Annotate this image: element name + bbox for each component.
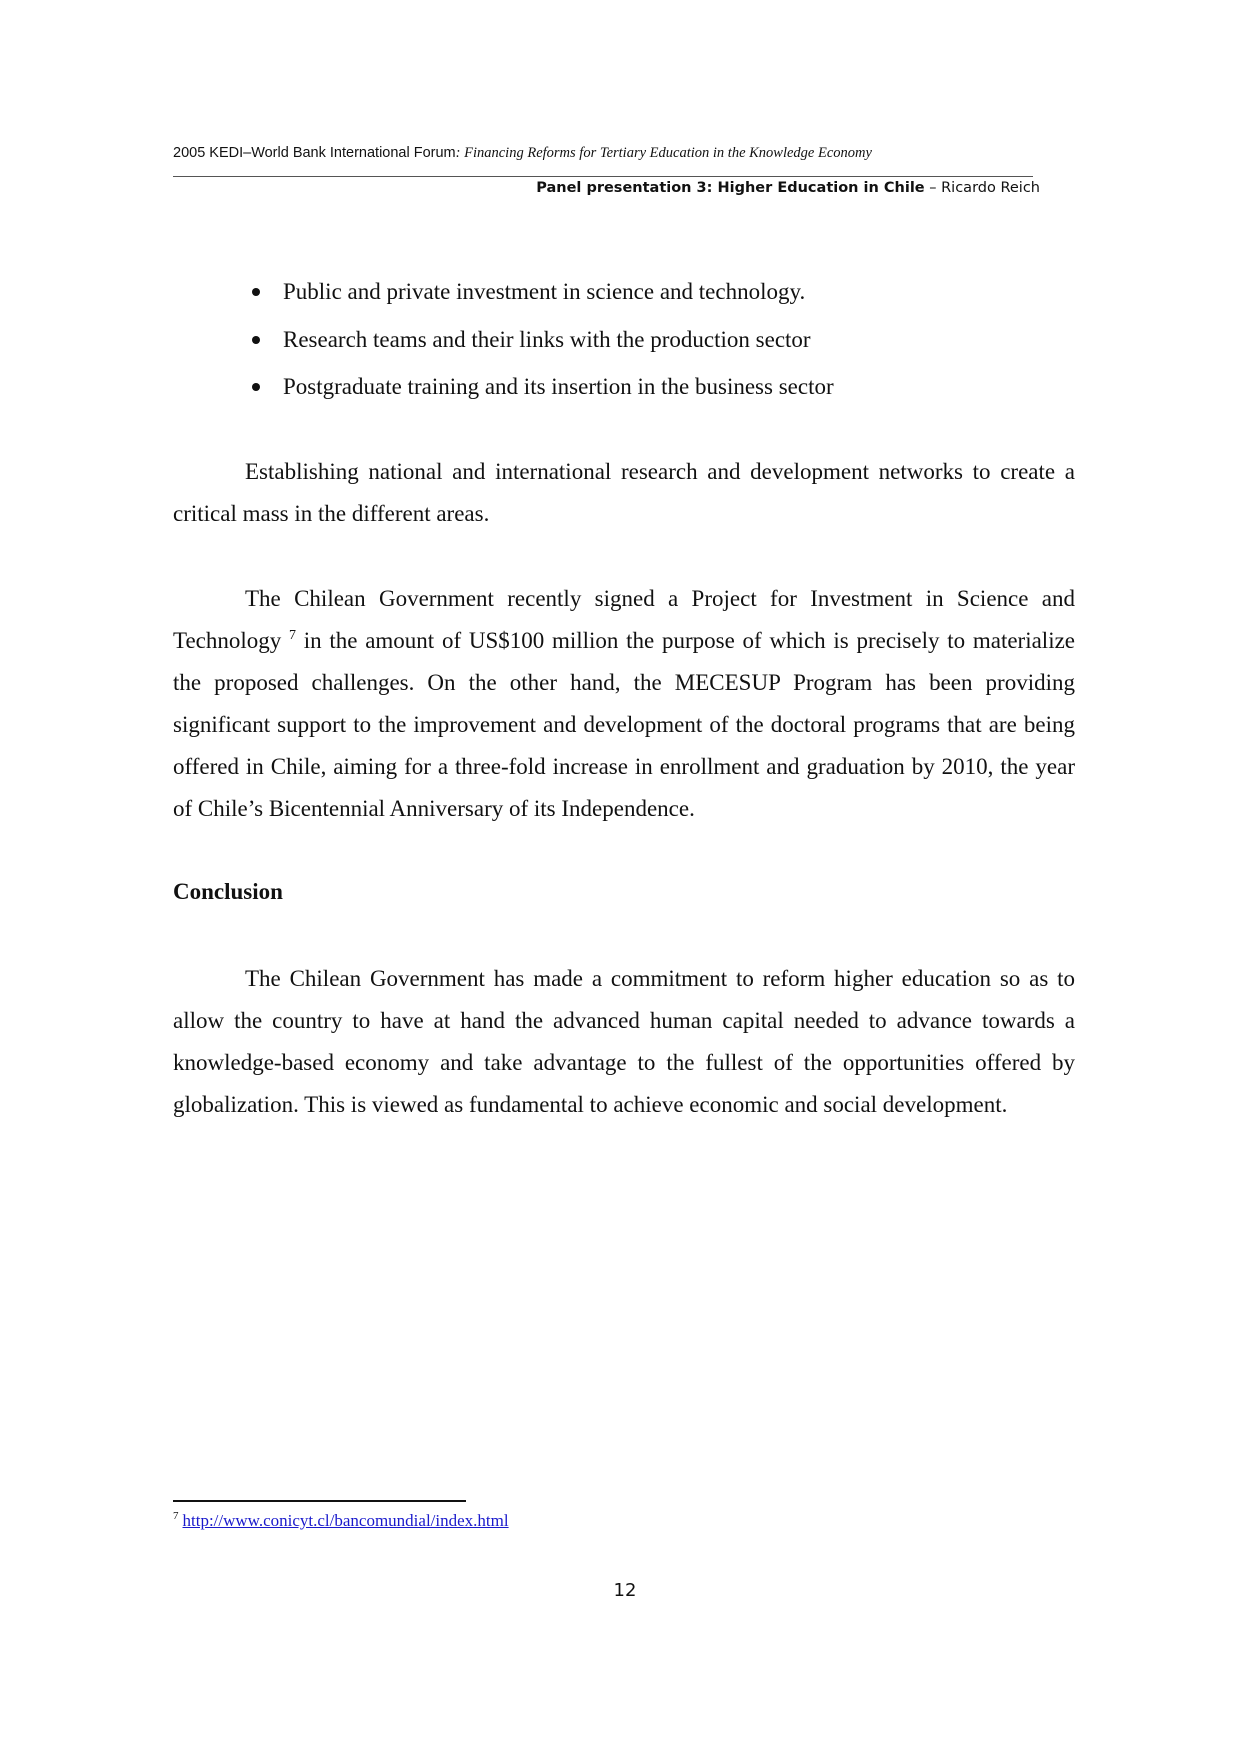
bullet-text: Public and private investment in science and technology. (283, 279, 806, 304)
paragraph-text: The Chilean Government recently signed a Project for Investment in Science and Technology (173, 586, 1075, 653)
running-header-panel (536, 180, 1040, 196)
paragraph-text: in the amount of US$100 million the purpose of which is precisely to materialize the proposed challenges. On the other hand, the MECESUP Program has been providing significant support to the improvement and development of the doctoral programs that are being offered in Chile, aiming for a three-fold increase in enrollment and graduation by 2010, the year of Chile’s Bicentennial Anniversary of its Independence. (173, 628, 1075, 821)
bullet-list (250, 274, 1080, 417)
bullet-text: Postgraduate training and its insertion in the business sector (283, 374, 834, 399)
panel-title: Panel presentation 3: Higher Education in Chile (536, 180, 925, 196)
bullet-icon (252, 383, 260, 391)
paragraph-text: The Chilean Government has made a commitment to reform higher education so as to allow the country to have at hand the advanced human capital needed to advance towards a knowledge-based economy and take advantage to the fullest of the opportunities offered by globalization. This is viewed as fundamental to achieve economic and social development. (173, 966, 1075, 1117)
paragraph-networks (173, 451, 1075, 535)
forum-subtitle: Financing Reforms for Tertiary Education in the Knowledge Economy (460, 145, 872, 161)
footnote-reference[interactable]: 7 (289, 628, 297, 643)
bullet-text: Research teams and their links with the production sector (283, 326, 811, 352)
forum-name: 2005 KEDI–World Bank International Forum (173, 145, 456, 161)
header-rule (173, 176, 1033, 177)
bullet-icon (252, 336, 260, 344)
footnote-link[interactable]: http://www.conicyt.cl/bancomundial/index.html (182, 1511, 509, 1530)
paragraph-investment (173, 578, 1075, 830)
footnote-number: 7 (173, 1510, 179, 1522)
bullet-icon (252, 288, 260, 296)
section-heading-conclusion: Conclusion (173, 879, 283, 904)
bullet-item (250, 274, 1080, 322)
header-separator: : (455, 145, 461, 161)
paragraph-conclusion (173, 958, 1075, 1126)
bullet-item (250, 322, 1080, 370)
footnote-separator (173, 1500, 466, 1502)
bullet-item (250, 369, 1080, 417)
footnote (173, 1510, 509, 1531)
paragraph-text: Establishing national and international research and development networks to create a critical mass in the different areas. (173, 459, 1075, 526)
page-number: 12 (613, 1580, 637, 1601)
author-name: – Ricardo Reich (924, 180, 1040, 196)
running-header-forum (173, 145, 872, 162)
